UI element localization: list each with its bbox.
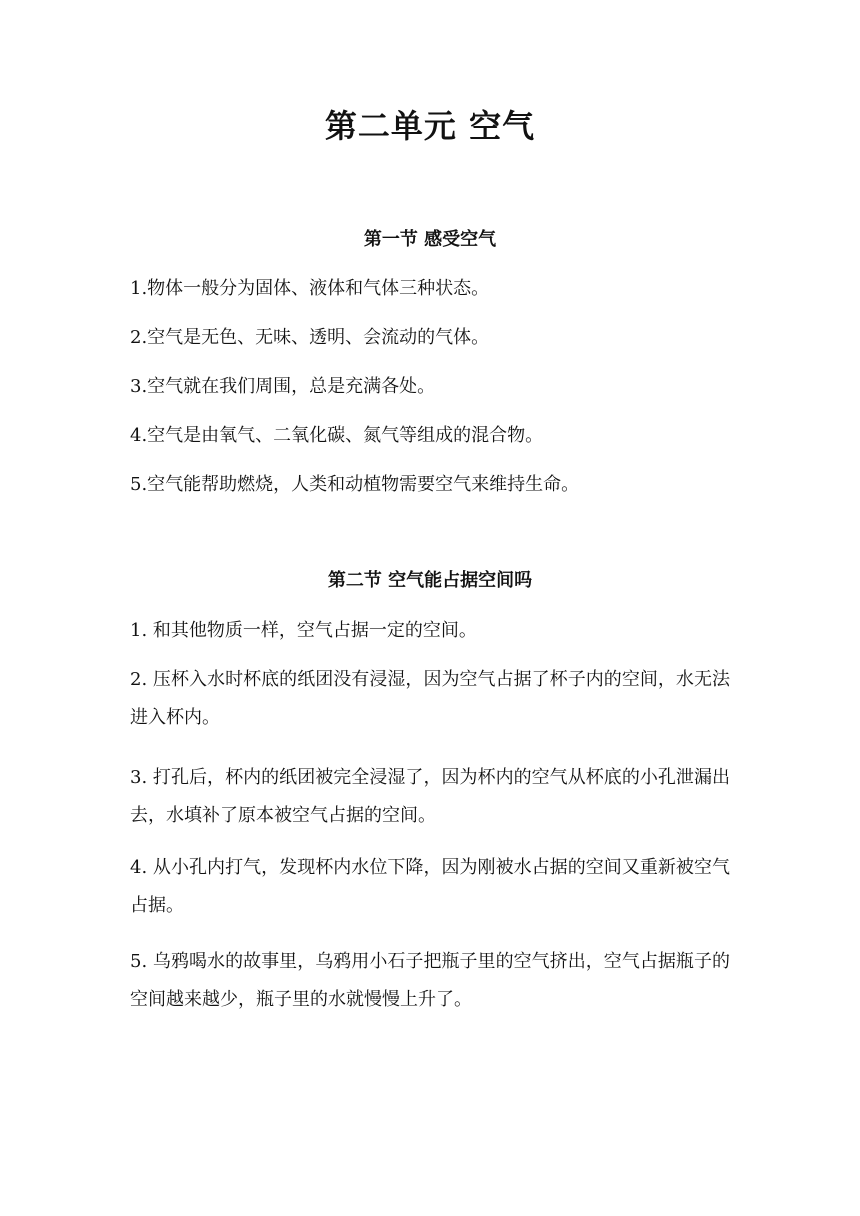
section-1-heading: 第一节 感受空气	[363, 229, 497, 250]
section-2-heading: 第二节 空气能占据空间吗	[327, 570, 533, 591]
section-2-item-1: 1. 和其他物质一样，空气占据一定的空间。	[130, 620, 477, 641]
section-2-item-5: 5. 乌鸦喝水的故事里，乌鸦用小石子把瓶子里的空气挤出，空气占据瓶子的空间越来越少，瓶子里的水就慢慢上升了。	[130, 951, 730, 1010]
section-2-item-4: 4. 从小孔内打气，发现杯内水位下降，因为刚被水占据的空间又重新被空气占据。	[130, 857, 730, 916]
section-1-item-1: 1.物体一般分为固体、液体和气体三种状态。	[130, 278, 490, 299]
section-1-item-5: 5.空气能帮助燃烧，人类和动植物需要空气来维持生命。	[130, 474, 580, 495]
section-1-item-4: 4.空气是由氧气、二氧化碳、氮气等组成的混合物。	[130, 425, 544, 446]
document-title: 第二单元 空气	[324, 107, 536, 145]
section-2-item-2: 2. 压杯入水时杯底的纸团没有浸湿，因为空气占据了杯子内的空间，水无法进入杯内。	[130, 669, 730, 728]
section-1-item-2: 2.空气是无色、无味、透明、会流动的气体。	[130, 327, 490, 348]
section-1-item-3: 3.空气就在我们周围，总是充满各处。	[130, 376, 436, 397]
section-2-item-3: 3. 打孔后，杯内的纸团被完全浸湿了，因为杯内的空气从杯底的小孔泄漏出去，水填补了原本被空气占据的空间。	[130, 767, 730, 826]
